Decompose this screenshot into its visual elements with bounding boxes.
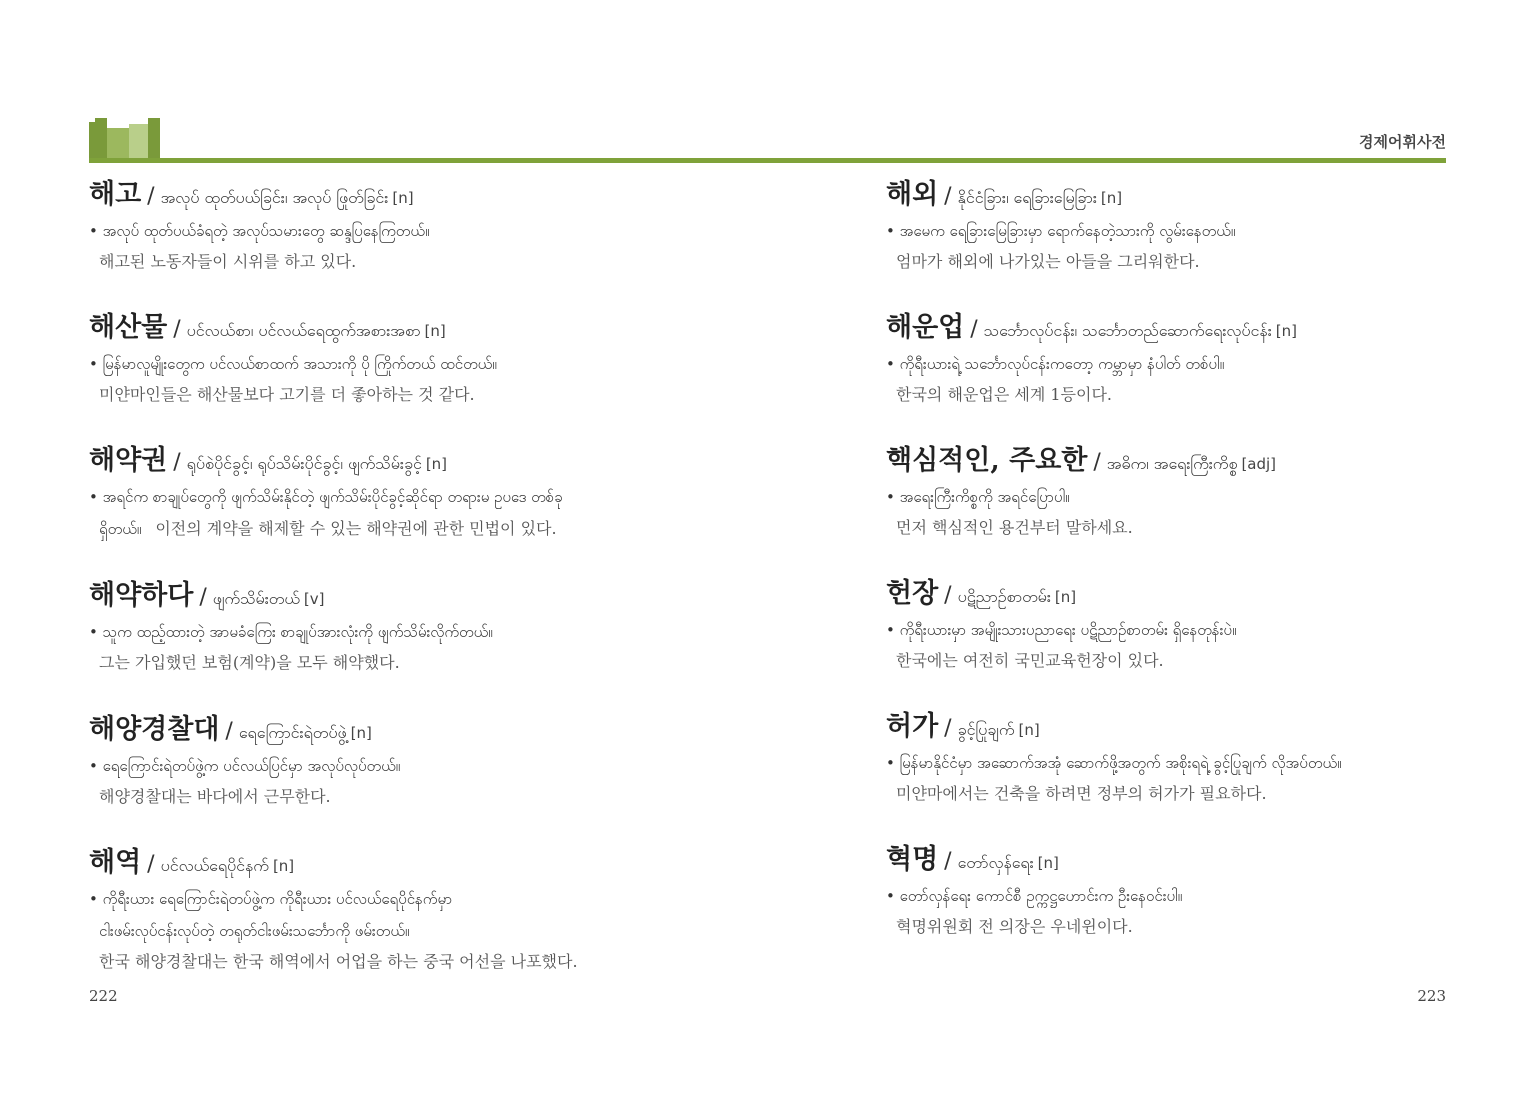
headword: 해고 (89, 179, 142, 210)
gloss: တော်လှန်ရေး (957, 853, 1034, 872)
header-rule (89, 158, 1446, 163)
separator: / (147, 184, 155, 209)
gloss: ပင်လယ်ရေပိုင်နက် (160, 856, 269, 875)
separator: / (944, 583, 952, 608)
korean-example: 미얀마에서는 건축을 하려면 정부의 허가가 필요하다. (896, 784, 1267, 803)
dictionary-entry (886, 707, 1536, 809)
separator: / (173, 317, 181, 342)
example-sentence: • ကိုရီးယား ရေကြောင်းရဲတပ်ဖွဲ့က ကိုရီးယား ပင်လယ်ရေပိုင်နက်မှာ (89, 890, 453, 908)
dictionary-entry (89, 441, 749, 545)
example-sentence: • မြန်မာလူမျိုးတွေက ပင်လယ်စာထက် အသားကို ပို ကြိုက်တယ် ထင်တယ်။ (89, 355, 497, 373)
part-of-speech: [n] (425, 455, 448, 473)
gloss: နိုင်ငံခြား၊ ရေခြားမြေခြား (957, 188, 1097, 207)
dictionary-entry (89, 175, 749, 277)
separator: / (173, 450, 181, 475)
headword: 해외 (886, 179, 939, 210)
separator: / (970, 317, 978, 342)
example-sentence-tail: ရှိတယ်။ (99, 520, 142, 538)
headword: 해양경찰대 (89, 714, 220, 745)
part-of-speech: [n] (350, 724, 372, 742)
part-of-speech: [n] (1037, 854, 1059, 872)
separator: / (225, 719, 233, 744)
separator: / (1093, 450, 1101, 475)
gloss: ပဋိညာဉ်စာတမ်း (957, 587, 1051, 606)
dictionary-entry (89, 576, 749, 678)
gloss: အဓိက၊ အရေးကြီးကိစ္စ (1106, 454, 1238, 473)
headword: 헌장 (886, 578, 939, 609)
dictionary-entry (886, 574, 1536, 676)
example-sentence: • အမေက ရေခြားမြေခြားမှာ ရောက်နေတဲ့သားကို လွမ်းနေတယ်။ (886, 222, 1236, 240)
korean-example: 한국 해양경찰대는 한국 해역에서 어업을 하는 중국 어선을 나포했다. (99, 952, 578, 971)
separator: / (944, 184, 952, 209)
gloss: ခွင့်ပြုချက် (957, 720, 1015, 739)
korean-example: 해고된 노동자들이 시위를 하고 있다. (99, 252, 357, 271)
headword: 해산물 (89, 312, 168, 343)
separator: / (944, 716, 952, 741)
dictionary-entry (89, 308, 749, 410)
example-sentence-continued: ငါးဖမ်းလုပ်ငန်းလုပ်တဲ့ တရုတ်ငါးဖမ်းသင်္ဘောကို ဖမ်းတယ်။ (99, 922, 410, 940)
part-of-speech: [n] (1275, 322, 1297, 340)
gloss: ရုပ်စဲပိုင်ခွင့်၊ ရုပ်သိမ်းပိုင်ခွင့်၊ ဖျက်သိမ်းခွင့် (186, 454, 422, 473)
headword: 혁명 (886, 844, 939, 875)
gloss: သင်္ဘောလုပ်ငန်း၊ သင်္ဘောတည်ဆောက်ရေးလုပ်ငန်း (983, 321, 1272, 340)
example-sentence: • အရင်က စာချုပ်တွေကို ဖျက်သိမ်းနိုင်တဲ့ ဖျက်သိမ်းပိုင်ခွင့်ဆိုင်ရာ တရားမ ဥပဒေ တစ်ခု (89, 488, 563, 506)
example-sentence: • မြန်မာနိုင်ငံမှာ အဆောက်အအုံ ဆောက်ဖို့အတွက် အစိုးရရဲ့ ခွင့်ပြုချက် လိုအပ်တယ်။ (886, 754, 1342, 772)
separator: / (944, 849, 952, 874)
headword: 핵심적인, 주요한 (886, 445, 1088, 476)
headword: 해운업 (886, 312, 965, 343)
gloss: ရေကြောင်းရဲတပ်ဖွဲ့ (238, 723, 347, 742)
gloss: အလုပ် ထုတ်ပယ်ခြင်း၊ အလုပ် ဖြုတ်ခြင်း (160, 188, 389, 207)
dictionary-entry (886, 175, 1536, 277)
header-decoration (89, 118, 160, 160)
part-of-speech: [n] (1100, 189, 1123, 207)
dictionary-entry (886, 840, 1536, 942)
example-sentence: • ကိုရီးယားရဲ့ သင်္ဘောလုပ်ငန်းကတော့ ကမ္ဘာမှာ နံပါတ် တစ်ပါ။ (886, 355, 1225, 373)
headword: 허가 (886, 711, 939, 742)
dictionary-entry (886, 441, 1536, 543)
example-sentence: • အရေးကြီးကိစ္စကို အရင်ပြောပါ။ (886, 488, 1070, 506)
example-sentence: • အလုပ် ထုတ်ပယ်ခံရတဲ့ အလုပ်သမားတွေ ဆန္ဒပြနေကြတယ်။ (89, 222, 430, 240)
example-sentence: • ရေကြောင်းရဲတပ်ဖွဲ့က ပင်လယ်ပြင်မှာ အလုပ်လုပ်တယ်။ (89, 757, 401, 775)
korean-example: 미얀마인들은 해산물보다 고기를 더 좋아하는 것 같다. (99, 385, 475, 404)
korean-example: 해양경찰대는 바다에서 근무한다. (99, 787, 331, 806)
part-of-speech: [n] (392, 189, 414, 207)
page-number-left: 222 (89, 987, 118, 1005)
korean-example: 이전의 계약을 해제할 수 있는 해약권에 관한 민법이 있다. (155, 519, 557, 538)
headword: 해약하다 (89, 580, 194, 611)
example-sentence: • ကိုရီးယားမှာ အမျိုးသားပညာရေး ပဋိညာဉ်စာတမ်း ရှိနေတုန်းပဲ။ (886, 621, 1237, 639)
headword: 해약권 (89, 445, 168, 476)
dictionary-entry (89, 710, 749, 812)
part-of-speech: [adj] (1241, 455, 1277, 473)
korean-example: 한국에는 여전히 국민교육헌장이 있다. (896, 651, 1164, 670)
gloss: ပင်လယ်စာ၊ ပင်လယ်ရေထွက်အစားအစာ (186, 321, 421, 340)
book-title: 경제어휘사전 (1359, 133, 1446, 151)
example-sentence: • သူက ထည့်ထားတဲ့ အာမခံကြေး စာချုပ်အားလုံးကို ဖျက်သိမ်းလိုက်တယ်။ (89, 623, 493, 641)
separator: / (199, 585, 207, 610)
part-of-speech: [n] (272, 857, 295, 875)
page-number-right: 223 (1417, 987, 1446, 1005)
korean-example: 혁명위원회 전 의장은 우네윈이다. (896, 917, 1133, 936)
example-sentence: • တော်လှန်ရေး ကောင်စီ ဥက္ကဋ္ဌဟောင်းက ဦးနေဝင်းပါ။ (886, 887, 1183, 905)
part-of-speech: [n] (1018, 721, 1040, 739)
korean-example: 한국의 해운업은 세계 1등이다. (896, 385, 1112, 404)
korean-example: 그는 가입했던 보험(계약)을 모두 해약했다. (99, 653, 400, 672)
part-of-speech: [n] (1054, 588, 1077, 606)
dictionary-entry (89, 843, 749, 977)
dictionary-entry (886, 308, 1536, 410)
korean-example: 먼저 핵심적인 용건부터 말하세요. (896, 518, 1133, 537)
headword: 해역 (89, 847, 142, 878)
part-of-speech: [v] (303, 590, 325, 608)
part-of-speech: [n] (424, 322, 446, 340)
gloss: ဖျက်သိမ်းတယ် (212, 589, 300, 608)
separator: / (147, 852, 155, 877)
korean-example: 엄마가 해외에 나가있는 아들을 그리워한다. (896, 252, 1200, 271)
